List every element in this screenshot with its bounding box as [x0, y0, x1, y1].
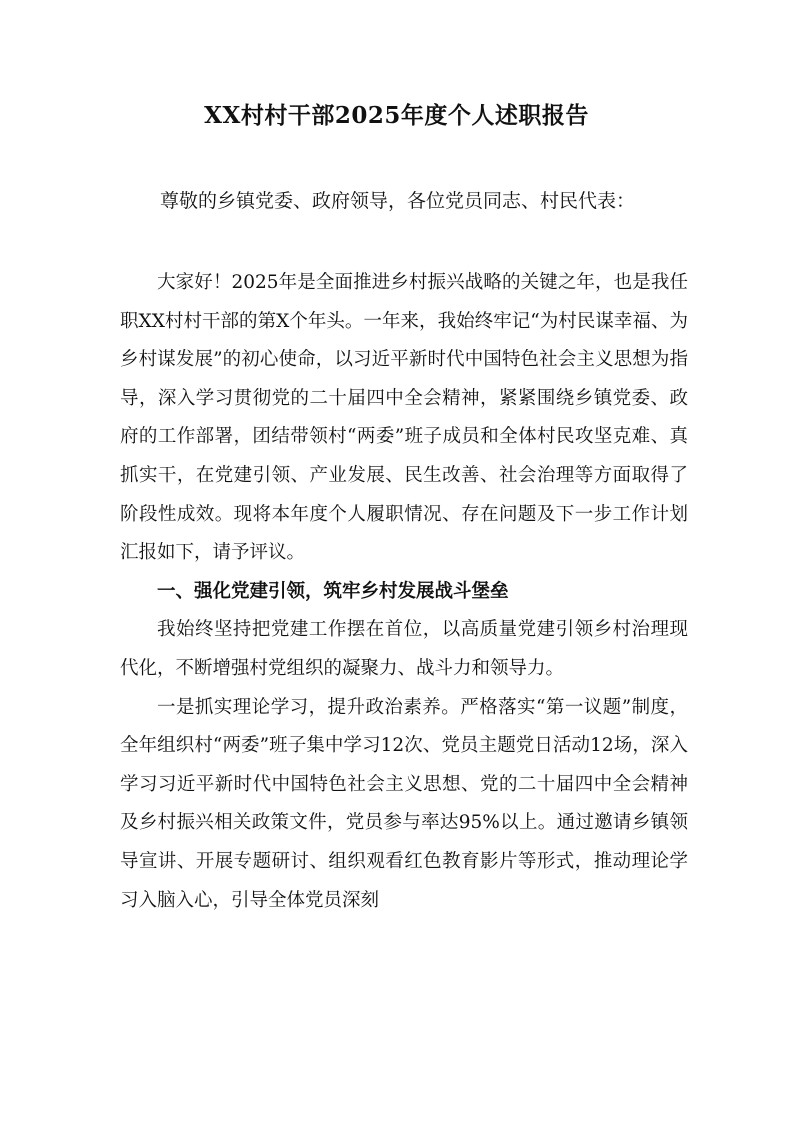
report-body: [120, 264, 688, 920]
section-heading-party-building: 一、强化党建引领，筑牢乡村发展战斗堡垒: [157, 580, 509, 602]
salutation: 尊敬的乡镇党委、政府领导，各位党员同志、村民代表：: [160, 190, 636, 212]
opening-paragraph: 大家好！2025年是全面推进乡村振兴战略的关键之年，也是我任职XX村村干部的第X个年头。一年来，我始终牢记“为村民谋幸福、为乡村谋发展”的初心使命，以习近平新时代中国特色社会主义思想为指导，深入学习贯彻党的二十届四中全会精神，紧紧围绕乡镇党委、政府的工作部署，团结带领村“两委”班子成员和全体村民攻坚克难、真抓实干，在党建引领、产业发展、民生改善、社会治理等方面取得了阶段性成效。现将本年度个人履职情况、存在问题及下一步工作计划汇报如下，请予评议。: [120, 272, 688, 564]
point-one-paragraph: 一是抓实理论学习，提升政治素养。严格落实“第一议题”制度，全年组织村“两委”班子集中学习12次、党员主题党日活动12场，深入学习习近平新时代中国特色社会主义思想、党的二十届四中全会精神及乡村振兴相关政策文件，党员参与率达95%以上。通过邀请乡镇领导宣讲、开展专题研讨、组织观看红色教育影片等形式，推动理论学习入脑入心，引导全体党员深刻: [120, 696, 688, 911]
section-intro-paragraph: 我始终坚持把党建工作摆在首位，以高质量党建引领乡村治理现代化，不断增强村党组织的凝聚力、战斗力和领导力。: [120, 619, 688, 679]
report-title: XX村村干部2025年度个人述职报告: [204, 102, 589, 129]
